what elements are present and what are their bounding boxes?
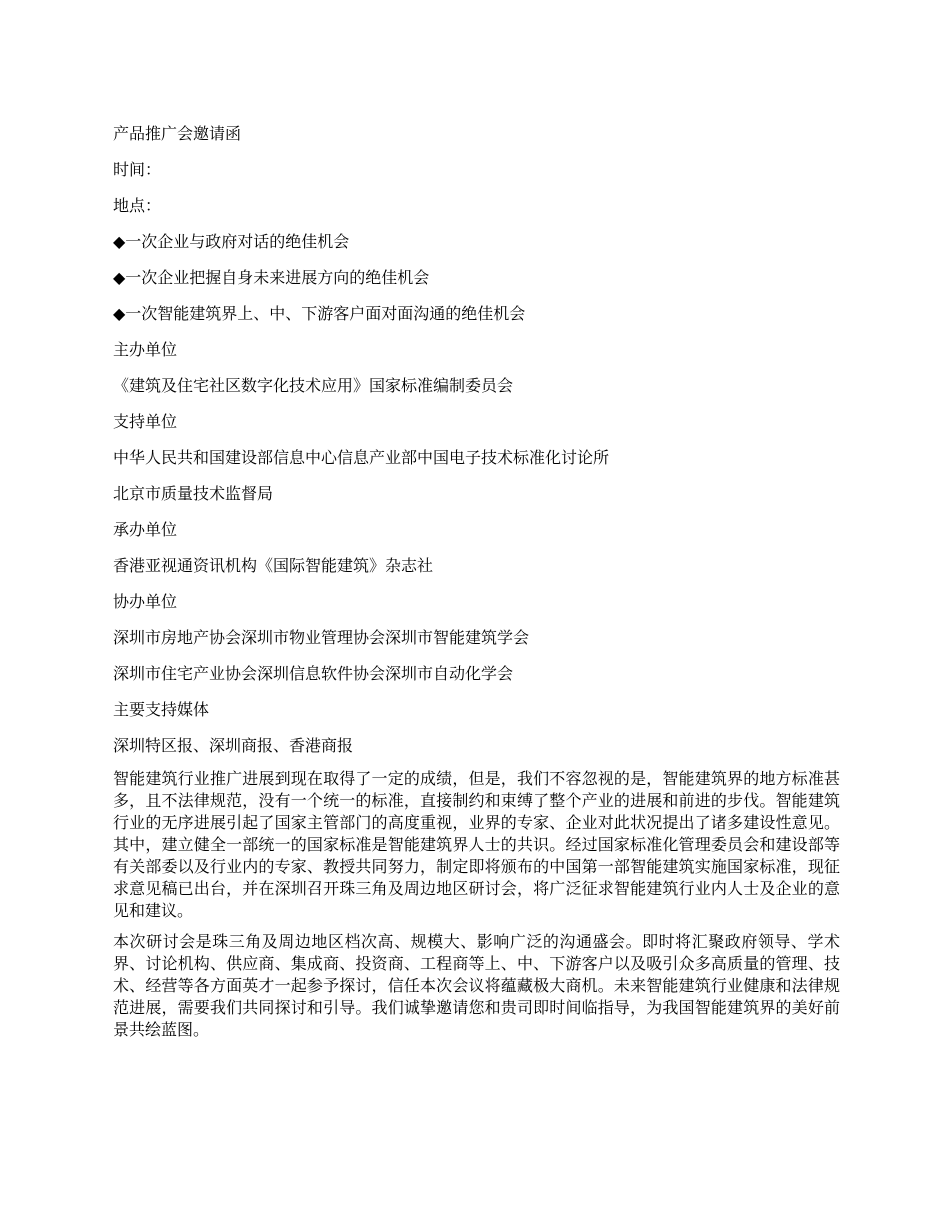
highlight-item: ◆一次智能建筑界上、中、下游客户面对面沟通的绝佳机会 xyxy=(113,304,526,323)
highlight-item: ◆一次企业与政府对话的绝佳机会 xyxy=(113,232,350,251)
body-paragraph: 智能建筑行业推广进展到现在取得了一定的成绩，但是，我们不容忽视的是，智能建筑界的地方标准甚多，且不法律规范，没有一个统一的标准，直接制约和束缚了整个产业的进展和前进的步伐。智能建筑行业的无序进展引起了国家主管部门的高度重视，业界的专家、企业对此状况提出了诸多建设性意见。其中，建立健全一部统一的国家标准是智能建筑界人士的共识。经过国家标准化管理委员会和建设部等有关部委以及行业内的专家、教授共同努力，制定即将颁布的中国第一部智能建筑实施国家标准，现征求意见稿已出台，并在深圳召开珠三角及周边地区研讨会，将广泛征求智能建筑行业内人士及企业的意见和建议。 xyxy=(113,769,840,920)
time-label: 时间： xyxy=(113,160,162,179)
supporter-name: 中华人民共和国建设部信息中心信息产业部中国电子技术标准化讨论所 xyxy=(113,448,610,467)
undertaker-name: 香港亚视通资讯机构《国际智能建筑》杂志社 xyxy=(113,556,434,575)
supporter-name: 北京市质量技术监督局 xyxy=(113,484,274,503)
organizer-heading: 主办单位 xyxy=(113,340,178,359)
location-label: 地点： xyxy=(113,196,162,215)
document-title: 产品推广会邀请函 xyxy=(113,124,242,143)
highlight-item: ◆一次企业把握自身未来进展方向的绝佳机会 xyxy=(113,268,430,287)
co-organizer-name: 深圳市住宅产业协会深圳信息软件协会深圳市自动化学会 xyxy=(113,664,514,683)
body-paragraph: 本次研讨会是珠三角及周边地区档次高、规模大、影响广泛的沟通盛会。即时将汇聚政府领导、学术界、讨论机构、供应商、集成商、投资商、工程商等上、中、下游客户以及吸引众多高质量的管理、技术、经营等各方面英才一起参予探讨，信任本次会议将蕴藏极大商机。未来智能建筑行业健康和法律规范进展，需要我们共同探讨和引导。我们诚挚邀请您和贵司即时间临指导，为我国智能建筑界的美好前景共绘蓝图。 xyxy=(113,932,840,1039)
undertaker-heading: 承办单位 xyxy=(113,520,178,539)
media-heading: 主要支持媒体 xyxy=(113,700,210,719)
support-heading: 支持单位 xyxy=(113,412,178,431)
media-names: 深圳特区报、深圳商报、香港商报 xyxy=(113,736,354,755)
organizer-name: 《建筑及住宅社区数字化技术应用》国家标准编制委员会 xyxy=(113,376,514,395)
co-organizer-heading: 协办单位 xyxy=(113,592,178,611)
co-organizer-name: 深圳市房地产协会深圳市物业管理协会深圳市智能建筑学会 xyxy=(113,628,530,647)
invitation-document xyxy=(113,124,840,1050)
